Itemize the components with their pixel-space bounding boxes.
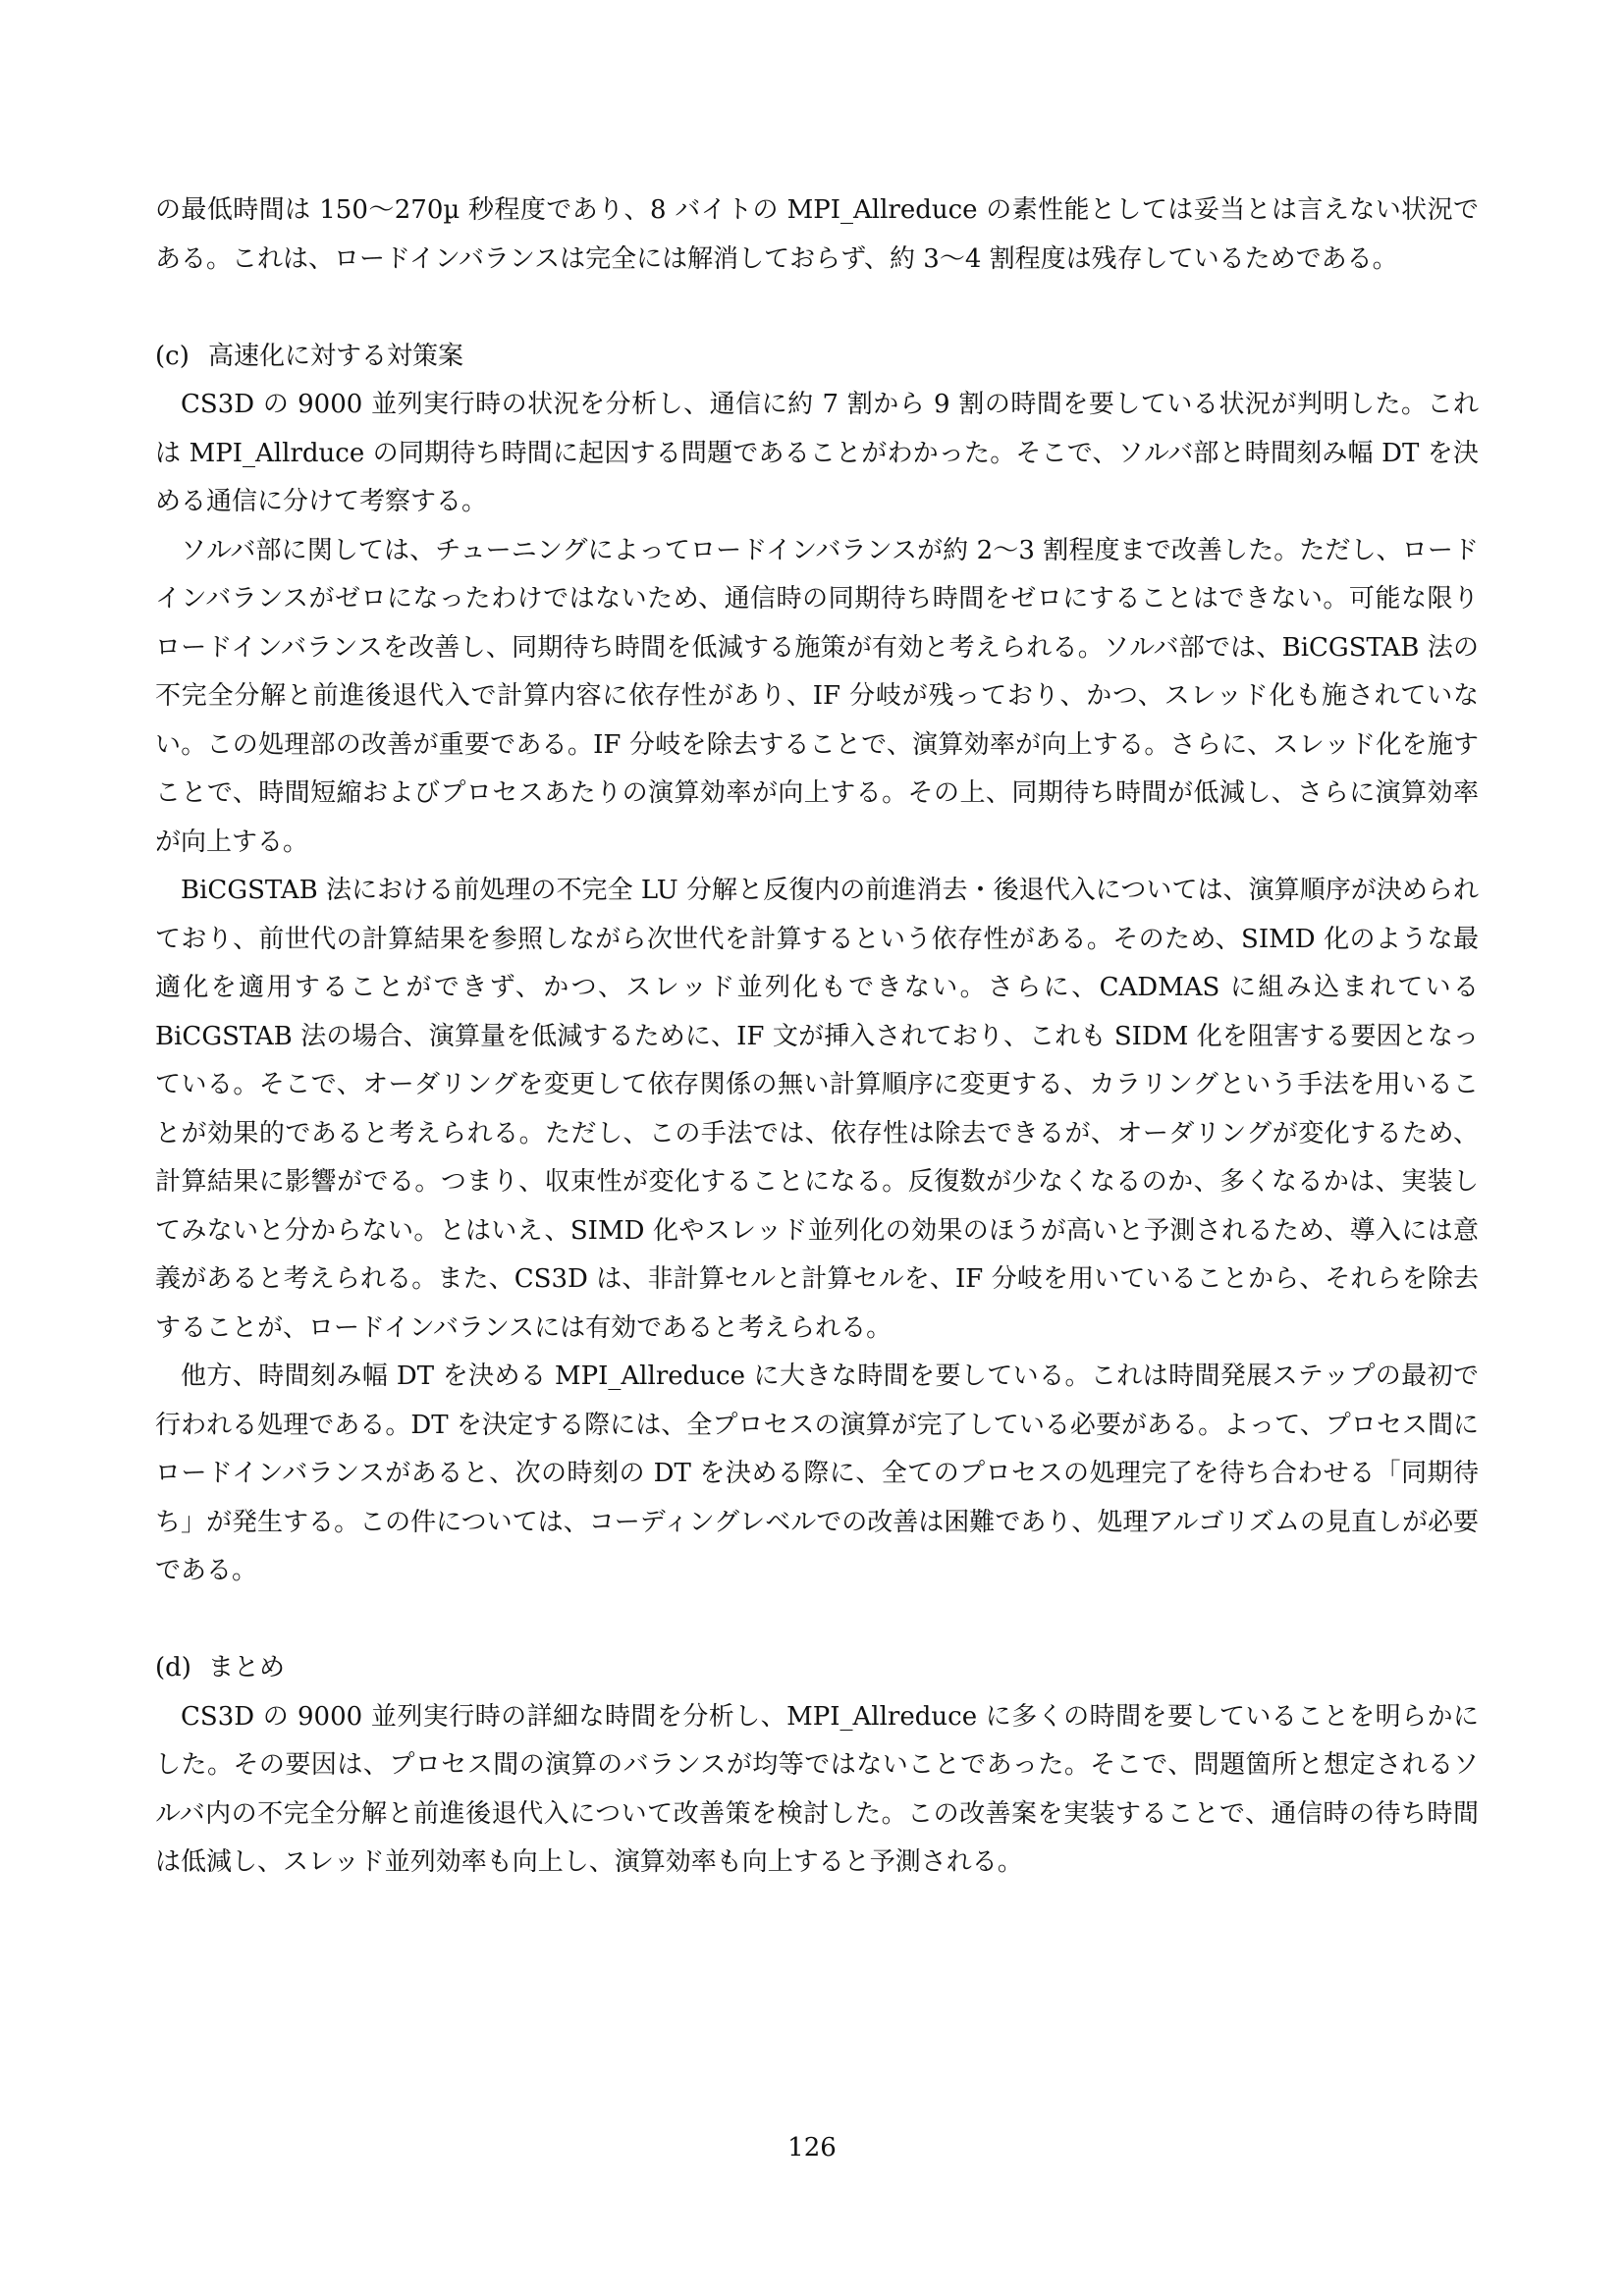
document-body [155, 187, 1479, 1888]
section-c-paragraph-4: 他方、時間刻み幅 DT を決める MPI_Allreduce に大きな時間を要している。これは時間発展ステップの最初で行われる処理である。DT を決定する際には、全プロセスの演算が完了している必要がある。よって、プロセス間にロードインバランスがあると、次の時刻の DT を決める際に、全てのプロセスの処理完了を待ち合わせる「同期待ち」が発生する。この件については、コーディングレベルでの改善は困難であり、処理アルゴリズムの見直しが必要である。 [155, 1362, 1479, 1585]
section-c-title: 高速化に対する対策案 [208, 341, 464, 371]
section-c-heading [155, 333, 1479, 382]
page-number: 126 [787, 2133, 837, 2163]
paragraph-continued: の最低時間は 150〜270µ 秒程度であり、8 バイトの MPI_Allreduce の素性能としては妥当とは言えない状況である。これは、ロードインバランスは完全には解消しておらず、約 3〜4 割程度は残存しているためである。 [155, 195, 1479, 274]
section-d [155, 1644, 1479, 1888]
section-d-paragraph-1: CS3D の 9000 並列実行時の詳細な時間を分析し、MPI_Allreduce に多くの時間を要していることを明らかにした。その要因は、プロセス間の演算のバランスが均等ではないことであった。そこで、問題箇所と想定されるソルバ内の不完全分解と前進後退代入について改善策を検討した。この改善案を実装することで、通信時の待ち時間は低減し、スレッド並列効率も向上し、演算効率も向上すると予測される。 [155, 1701, 1479, 1877]
spacer [155, 284, 1479, 333]
section-c-number: (c) [155, 341, 189, 371]
section-c-paragraph-1: CS3D の 9000 並列実行時の状況を分析し、通信に約 7 割から 9 割の時間を要している状況が判明した。これは MPI_Allrduce の同期待ち時間に起因する問題であることがわかった。そこで、ソルバ部と時間刻み幅 DT を決める通信に分けて考察する。 [155, 390, 1479, 516]
section-c-paragraph-3: BiCGSTAB 法における前処理の不完全 LU 分解と反復内の前進消去・後退代入については、演算順序が決められており、前世代の計算結果を参照しながら次世代を計算するという依存性がある。そのため、SIMD 化のような最適化を適用することができず、かつ、スレッド並列化もできない。さらに、CADMAS に組み込まれている BiCGSTAB 法の場合、演算量を低減するために、IF 文が挿入されており、これも SIDM 化を阻害する要因となっている。そこで、オーダリングを変更して依存関係の無い計算順序に変更する、カラリングという手法を用いることが効果的であると考えられる。ただし、この手法では、依存性は除去できるが、オーダリングが変化するため、計算結果に影響がでる。つまり、収束性が変化することになる。反復数が少なくなるのか、多くなるかは、実装してみないと分からない。とはいえ、SIMD 化やスレッド並列化の効果のほうが高いと予測されるため、導入には意義があると考えられる。また、CS3D は、非計算セルと計算セルを、IF 分岐を用いていることから、それらを除去することが、ロードインバランスには有効であると考えられる。 [155, 876, 1479, 1343]
section-d-number: (d) [155, 1653, 191, 1682]
section-c-paragraph-2: ソルバ部に関しては、チューニングによってロードインバランスが約 2〜3 割程度まで改善した。ただし、ロードインバランスがゼロになったわけではないため、通信時の同期待ち時間をゼロにすることはできない。可能な限りロードインバランスを改善し、同期待ち時間を低減する施策が有効と考えられる。ソルバ部では、BiCGSTAB 法の不完全分解と前進後退代入で計算内容に依存性があり、IF 分岐が残っており、かつ、スレッド化も施されていない。この処理部の改善が重要である。IF 分岐を除去することで、演算効率が向上する。さらに、スレッド化を施すことで、時間短縮およびプロセスあたりの演算効率が向上する。その上、同期待ち時間が低減し、さらに演算効率が向上する。 [155, 535, 1479, 857]
section-c [155, 333, 1479, 1596]
section-d-title: まとめ [208, 1653, 286, 1682]
section-d-heading [155, 1644, 1479, 1693]
spacer [155, 1596, 1479, 1645]
